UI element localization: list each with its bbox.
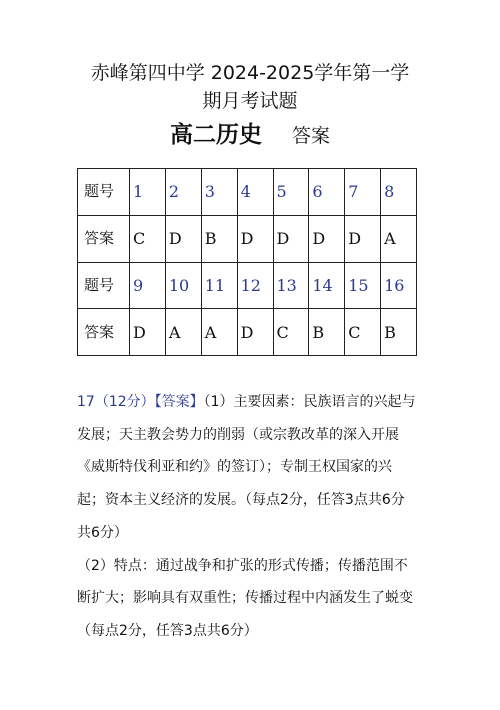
answer-cell: C (345, 309, 381, 356)
q17-part1: （1）主要因素：民族语言的兴起与发展；天主教会势力的削弱（或宗教改革的深入开展《威斯特伐利亚和约》的签订）；专制王权国家的兴起；资本主义经济的发展。（每点2分，任答3点共6分共6分） (77, 394, 416, 541)
row-label: 题号 (78, 169, 130, 216)
answer-cell: D (237, 309, 273, 356)
question-number: 1 (130, 169, 166, 216)
question-number: 4 (237, 169, 273, 216)
table-row (78, 169, 417, 216)
table-row (78, 309, 417, 356)
answer-cell: C (273, 309, 309, 356)
answer-cell: D (130, 309, 166, 356)
row-label: 题号 (78, 262, 130, 309)
answer-cell: B (309, 309, 345, 356)
subject-heading (0, 116, 500, 149)
subject-name: 高二历史 (169, 122, 262, 148)
answer-cell: A (381, 215, 417, 262)
answer-tag: 【答案】 (154, 394, 204, 410)
table-row (78, 262, 417, 309)
question-number: 12 (237, 262, 273, 309)
answer-cell: B (201, 215, 237, 262)
q17-answer (77, 386, 417, 648)
question-number: 8 (381, 169, 417, 216)
question-number: 3 (201, 169, 237, 216)
table-row (78, 215, 417, 262)
answer-cell: A (165, 309, 201, 356)
answer-cell: D (345, 215, 381, 262)
exam-title-line1: 赤峰第四中学 2024-2025学年第一学 (90, 62, 410, 84)
question-number: 6 (309, 169, 345, 216)
exam-title-line2: 期月考试题 (202, 90, 298, 112)
question-number: 15 (345, 262, 381, 309)
row-label: 答案 (78, 309, 130, 356)
q17-number: 17（12分） (77, 394, 155, 410)
answer-cell: D (309, 215, 345, 262)
question-number: 9 (130, 262, 166, 309)
answer-cell: D (273, 215, 309, 262)
answer-cell: D (237, 215, 273, 262)
answer-cell: B (381, 309, 417, 356)
question-number: 2 (165, 169, 201, 216)
q17-part2: （2）特点：通过战争和扩张的形式传播；传播范围不断扩大；影响具有双重性；传播过程中内涵发生了蜕变（每点2分，任答3点共6分） (77, 557, 413, 639)
question-number: 7 (345, 169, 381, 216)
row-label: 答案 (78, 215, 130, 262)
answer-table (77, 168, 417, 356)
answer-cell: A (201, 309, 237, 356)
answer-label: 答案 (291, 125, 330, 147)
answer-cell: C (130, 215, 166, 262)
question-number: 13 (273, 262, 309, 309)
question-number: 14 (309, 262, 345, 309)
question-number: 10 (165, 262, 201, 309)
q17-part1-paragraph (77, 386, 417, 550)
question-number: 11 (201, 262, 237, 309)
answer-cell: D (165, 215, 201, 262)
question-number: 16 (381, 262, 417, 309)
question-number: 5 (273, 169, 309, 216)
